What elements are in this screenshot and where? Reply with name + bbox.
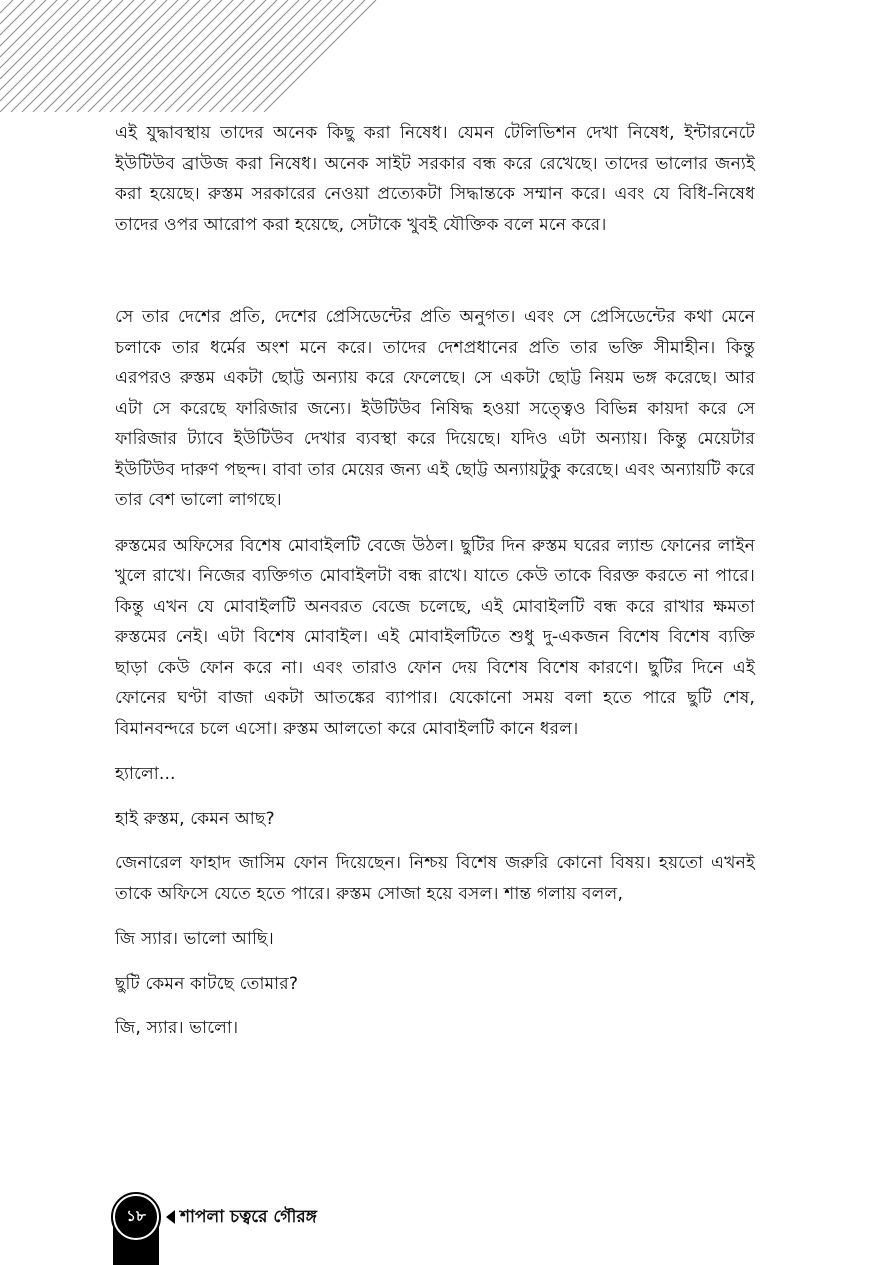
paragraph: এই যুদ্ধাবস্থায় তাদের অনেক কিছু করা নিষেধ। যেমন টেলিভিশন দেখা নিষেধ, ইন্টারনেটে ইউটিউব ব্রাউজ করা নিষেধ। অনেক সাইট সরকার বন্ধ করে রেখেছে। তাদের ভালোর জন্যই করা হয়েছে। রুস্তম সরকারের নেওয়া প্রত্যেকটা সিদ্ধান্তকে সম্মান করে। এবং যে বিধি-নিষেধ তাদের ওপর আরোপ করা হয়েছে, সেটাকে খুবই যৌক্তিক বলে মনে করে। (115, 123, 755, 235)
page-number: ১৮ (113, 1194, 159, 1240)
page-body (115, 118, 755, 1058)
dialogue-line: জি স্যার। ভালো আছি। (115, 929, 274, 949)
dialogue-line: জি, স্যার। ভালো। (115, 1018, 239, 1038)
paragraph: রুস্তমের অফিসের বিশেষ মোবাইলটি বেজে উঠল। ছুটির দিন রুস্তম ঘরের ল্যান্ড ফোনের লাইন খুলে রাখে। নিজের ব্যক্তিগত মোবাইলটা বন্ধ রাখে। যাতে কেউ তাকে বিরক্ত করতে না পারে। কিন্তু এখন যে মোবাইলটি অনবরত বেজে চলেছে, এই মোবাইলটি বন্ধ করে রাখার ক্ষমতা রুস্তমের নেই। এটা বিশেষ মোবাইল। এই মোবাইলটিতে শুধু দু-একজন বিশেষ বিশেষ ব্যক্তি ছাড়া কেউ ফোন করে না। এবং তারাও ফোন দেয় বিশেষ বিশেষ কারণে। ছুটির দিনে এই ফোনের ঘণ্টা বাজা একটা আতঙ্কের ব্যাপার। যেকোনো সময় বলা হতে পারে ছুটি শেষ, বিমানবন্দরে চলে এসো। রুস্তম আলতো করে মোবাইলটি কানে ধরল। (115, 535, 755, 739)
dialogue-line: হাই রুস্তম, কেমন আছ? (115, 808, 275, 829)
corner-hatch-decoration (0, 0, 380, 112)
page-footer (113, 1190, 533, 1265)
triangle-left-icon (166, 1210, 175, 1224)
paragraph: জেনারেল ফাহাদ জাসিম ফোন দিয়েছেন। নিশ্চয় বিশেষ জরুরি কোনো বিষয়। হয়তো এখনই তাকে অফিসে যেতে হতে পারে। রুস্তম সোজা হয়ে বসল। শান্ত গলায় বলল, (115, 853, 755, 904)
dialogue-line: হ্যালো... (115, 764, 176, 784)
dialogue-line: ছুটি কেমন কাটছে তোমার? (115, 973, 299, 994)
paragraph: সে তার দেশের প্রতি, দেশের প্রেসিডেন্টের প্রতি অনুগত। এবং সে প্রেসিডেন্টের কথা মেনে চলাকে তার ধর্মের অংশ মনে করে। তাদের দেশপ্রধানের প্রতি তার ভক্তি সীমাহীন। কিন্তু এরপরও রুস্তম একটা ছোট্ট অন্যায় করে ফেলেছে। সে একটা ছোট্ট নিয়ম ভঙ্গ করেছে। আর এটা সে করেছে ফারিজার জন্যে। ইউটিউব নিষিদ্ধ হওয়া সত্ত্বেও বিভিন্ন কায়দা করে সে ফারিজার ট্যাবে ইউটিউব দেখার ব্যবস্থা করে দিয়েছে। যদিও এটা অন্যায়। কিন্তু মেয়েটার ইউটিউব দারুণ পছন্দ। বাবা তার মেয়ের জন্য এই ছোট্ট অন্যায়টুকু করেছে। এবং অন্যায়টি করে তার বেশ ভালো লাগছে। (115, 307, 755, 510)
book-title: শাপলা চত্বরে গৌরঙ্গ (180, 1207, 317, 1227)
